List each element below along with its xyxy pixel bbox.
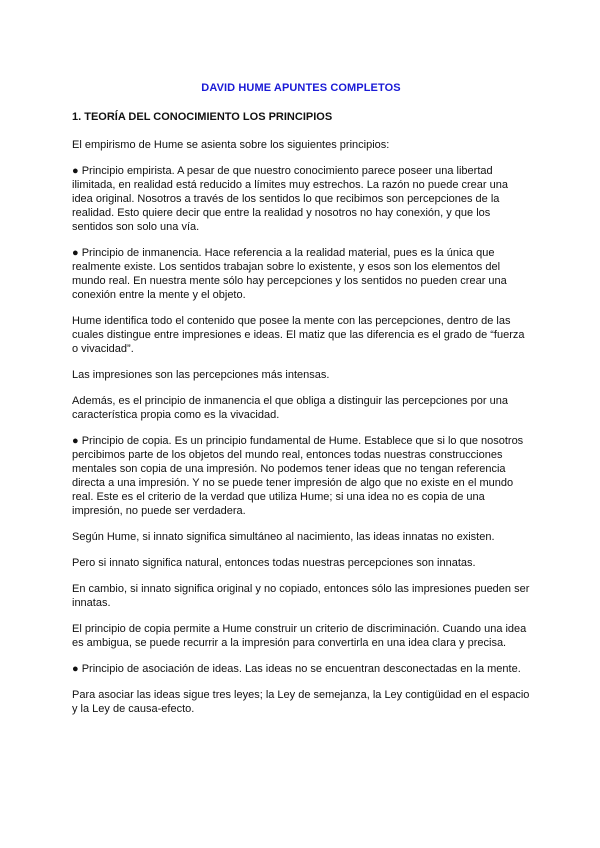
paragraph-leyes-asociacion: Para asociar las ideas sigue tres leyes; la Ley de semejanza, la Ley contigüidad en el espacio y la Ley de causa-efecto.	[72, 689, 530, 715]
paragraph-impresiones: Las impresiones son las percepciones más intensas.	[72, 369, 330, 381]
paragraph-innato-original: En cambio, si innato significa original y no copiado, entonces sólo las impresiones pueden ser innatas.	[72, 583, 530, 609]
paragraph-principio-asociacion: ● Principio de asociación de ideas. Las ideas no se encuentran desconectadas en la mente.	[72, 663, 521, 675]
paragraph-vivacidad: Además, es el principio de inmanencia el que obliga a distinguir las percepciones por una característica propia como es la vivacidad.	[72, 395, 508, 421]
paragraph-principio-inmanencia: ● Principio de inmanencia. Hace referencia a la realidad material, pues es la única que realmente existe. Los sentidos trabajan sobre lo existente, y esos son los elementos del mundo real. En nuestra mente sólo hay percepciones y los sentidos no pueden crear una conexión entre la mente y el objeto.	[72, 247, 507, 301]
paragraph-principio-empirista: ● Principio empirista. A pesar de que nuestro conocimiento parece poseer una libertad ilimitada, en realidad está reducido a límites muy estrechos. La razón no puede crear una idea original. Nosotros a través de los sentidos lo que recibimos son percepciones de la realidad. Esto quiere decir que entre la realidad y nosotros no hay conexión, y que los sentidos son solo una vía.	[72, 165, 508, 233]
paragraph-percepciones: Hume identifica todo el contenido que posee la mente con las percepciones, dentro de las cuales distingue entre impresiones e ideas. El matiz que las diferencia es el grado de “fuerza o vivacidad”.	[72, 315, 525, 355]
document-title: DAVID HUME APUNTES COMPLETOS	[201, 82, 401, 94]
paragraph-intro: El empirismo de Hume se asienta sobre los siguientes principios:	[72, 139, 390, 151]
section-heading: 1. TEORÍA DEL CONOCIMIENTO LOS PRINCIPIOS	[72, 111, 333, 123]
paragraph-innato-simultaneo: Según Hume, si innato significa simultáneo al nacimiento, las ideas innatas no existen.	[72, 531, 495, 543]
paragraph-principio-copia: ● Principio de copia. Es un principio fundamental de Hume. Establece que si lo que nosotros percibimos parte de los objetos del mundo real, entonces todas nuestras construcciones mentales son copia de una impresión. No podemos tener ideas que no tengan referencia directa a una impresión. Y no se puede tener impresión de algo que no existe en el mundo real. Este es el criterio de la verdad que utiliza Hume; si una idea no es copia de una impresión, no puede ser verdadera.	[72, 435, 524, 517]
paragraph-innato-natural: Pero si innato significa natural, entonces todas nuestras percepciones son innatas.	[72, 557, 476, 569]
paragraph-criterio-discriminacion: El principio de copia permite a Hume construir un criterio de discriminación. Cuando una idea es ambigua, se puede recurrir a la impresión para convertirla en una idea clara y precisa.	[72, 623, 527, 649]
